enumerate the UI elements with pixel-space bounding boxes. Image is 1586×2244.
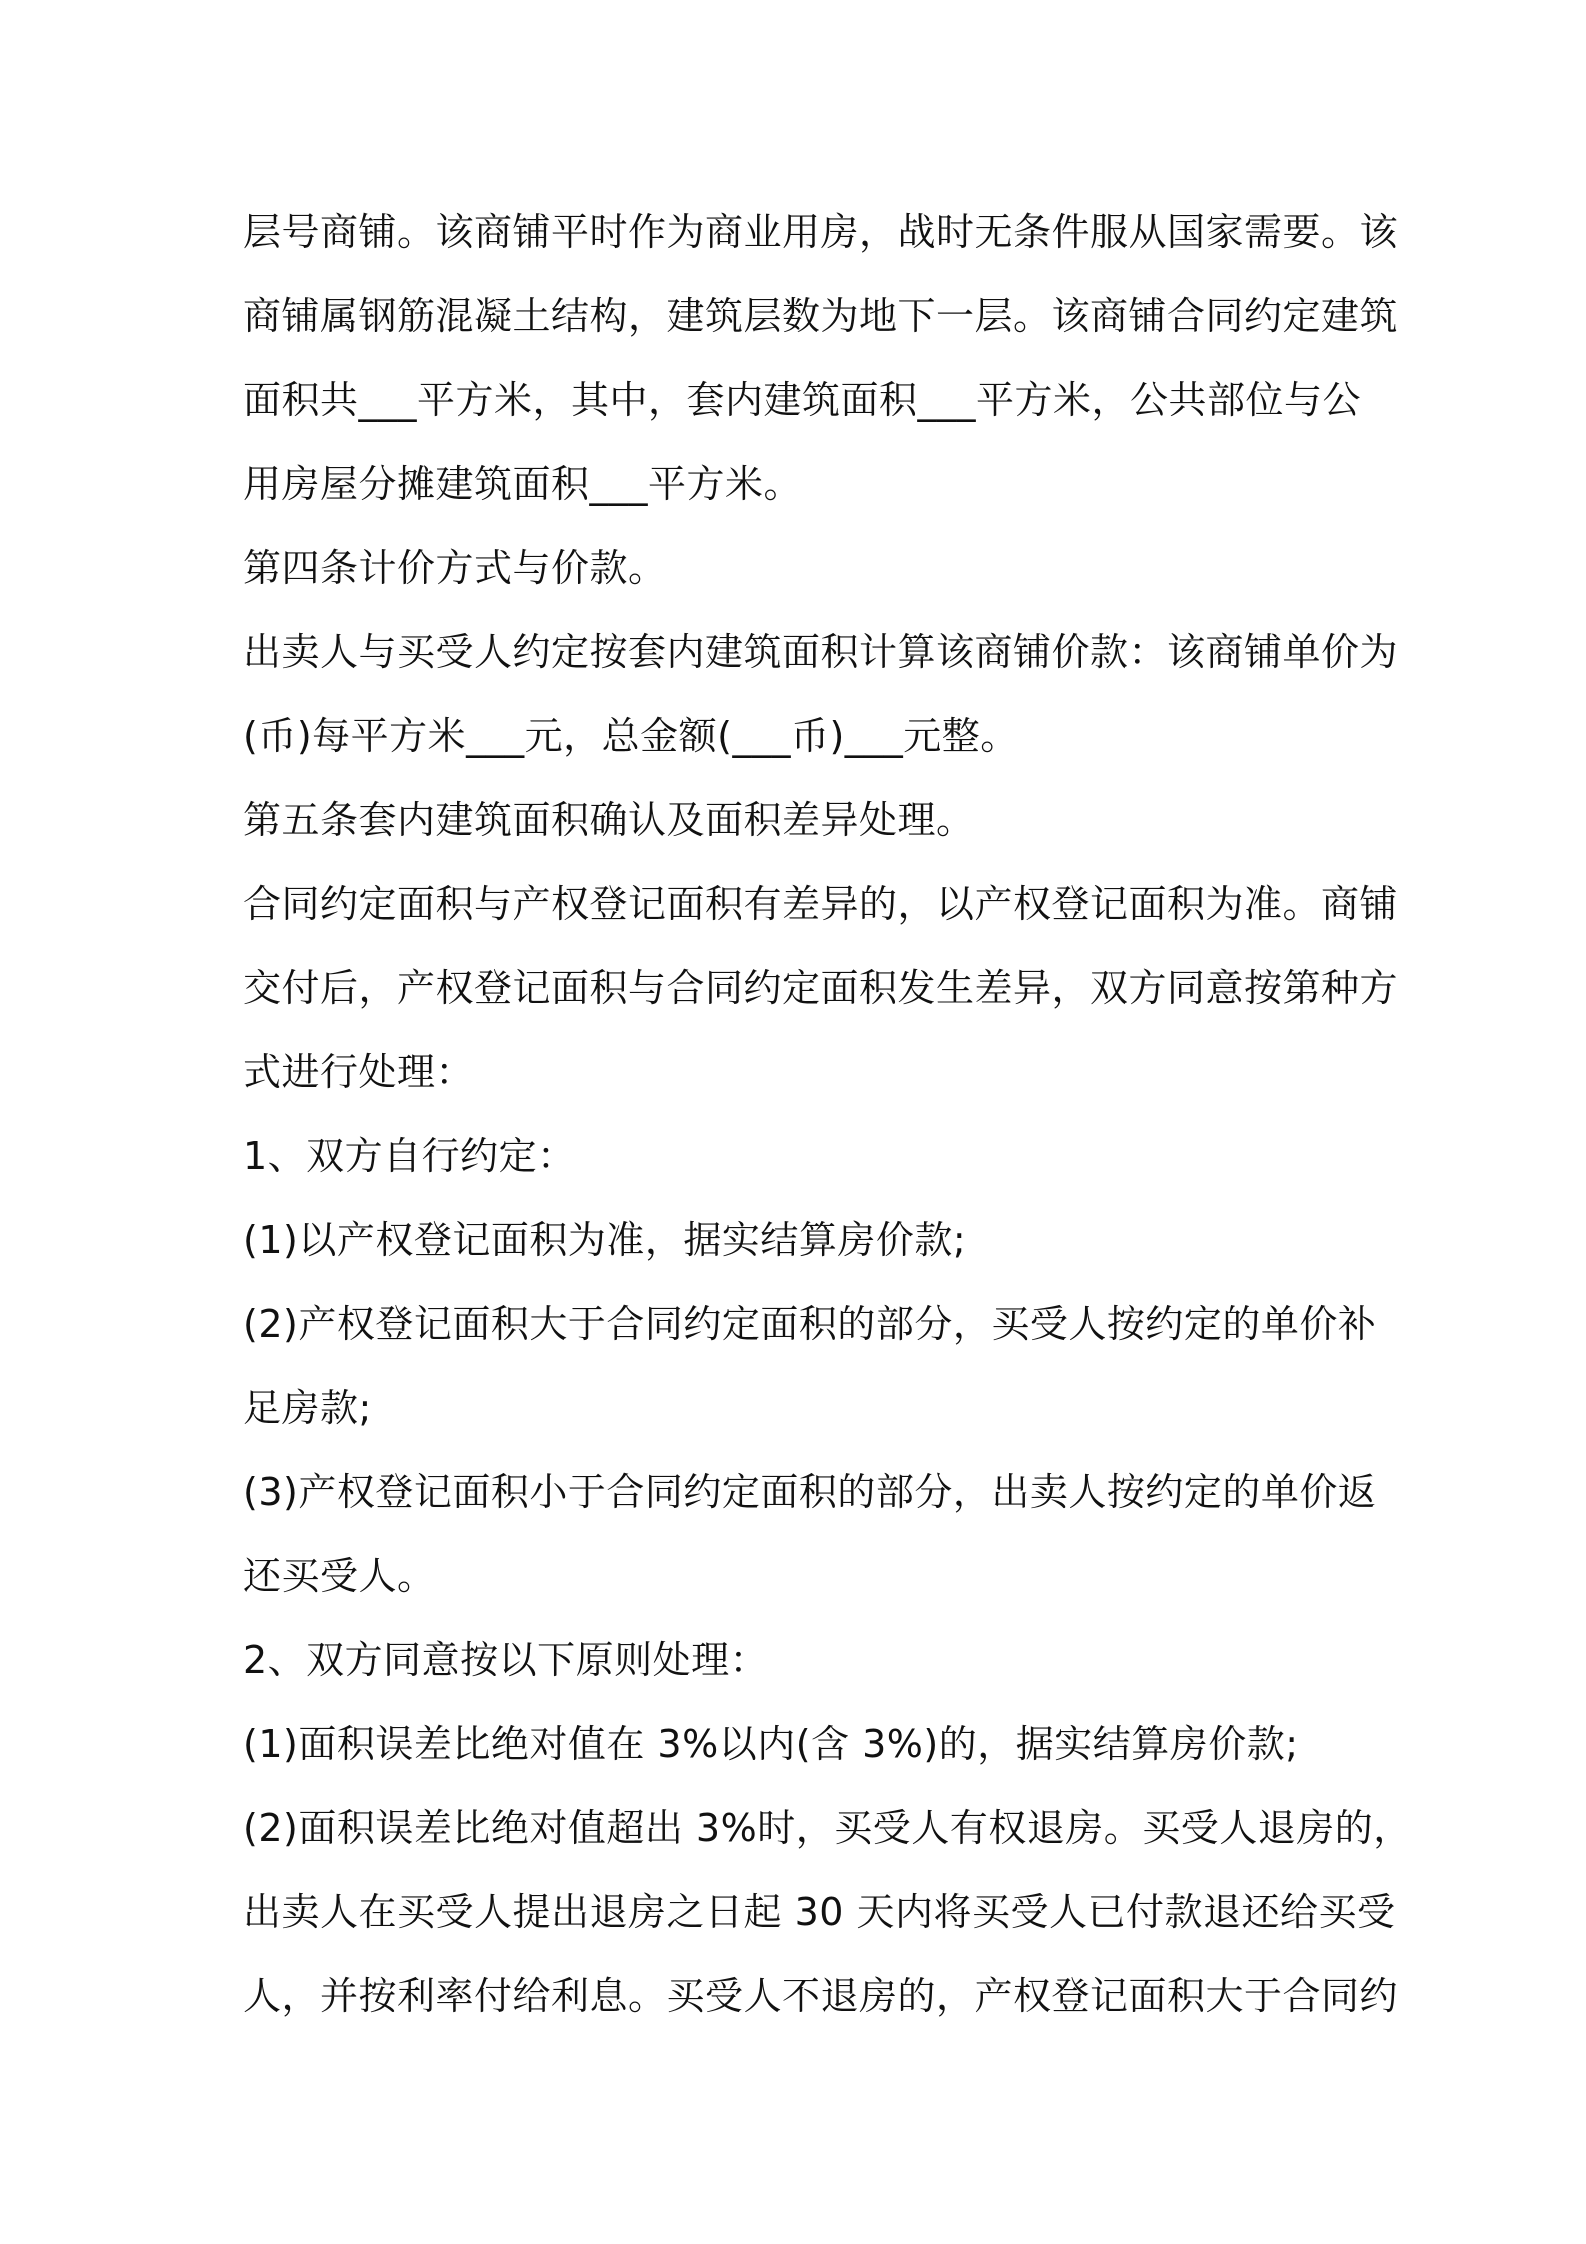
list-item: (1)面积误差比绝对值在 3%以内(含 3%)的，据实结算房价款; (243, 1722, 1299, 1766)
list-item: (2)面积误差比绝对值超出 3%时，买受人有权退房。买受人退房的， (243, 1806, 1412, 1850)
section-heading: 第四条计价方式与价款。 (243, 546, 667, 590)
text-line: 还买受人。 (243, 1554, 436, 1598)
document-body (243, 190, 1412, 2038)
list-item: 2、双方同意按以下原则处理： (243, 1638, 769, 1682)
text-line: 用房屋分摊建筑面积___平方米。 (243, 462, 803, 506)
list-item: (3)产权登记面积小于合同约定面积的部分，出卖人按约定的单价返 (243, 1470, 1377, 1514)
text-line: 足房款; (243, 1386, 372, 1430)
text-line: 人，并按利率付给利息。买受人不退房的，产权登记面积大于合同约 (243, 1974, 1399, 2018)
text-line: 层号商铺。该商铺平时作为商业用房，战时无条件服从国家需要。该 (243, 210, 1399, 254)
text-line: 出卖人在买受人提出退房之日起 30 天内将买受人已付款退还给买受 (243, 1890, 1396, 1934)
text-line: (币)每平方米___元，总金额(___币)___元整。 (243, 714, 1019, 758)
text-line: 交付后，产权登记面积与合同约定面积发生差异，双方同意按第种方 (243, 966, 1399, 1010)
text-line: 合同约定面积与产权登记面积有差异的，以产权登记面积为准。商铺 (243, 882, 1399, 926)
text-line: 式进行处理： (243, 1050, 475, 1094)
list-item: (2)产权登记面积大于合同约定面积的部分，买受人按约定的单价补 (243, 1302, 1377, 1346)
list-item: (1)以产权登记面积为准，据实结算房价款; (243, 1218, 967, 1262)
text-line: 面积共___平方米，其中，套内建筑面积___平方米，公共部位与公 (243, 378, 1362, 422)
list-item: 1、双方自行约定： (243, 1134, 576, 1178)
text-line: 商铺属钢筋混凝土结构，建筑层数为地下一层。该商铺合同约定建筑 (243, 294, 1399, 338)
text-line: 出卖人与买受人约定按套内建筑面积计算该商铺价款：该商铺单价为 (243, 630, 1399, 674)
section-heading: 第五条套内建筑面积确认及面积差异处理。 (243, 798, 975, 842)
